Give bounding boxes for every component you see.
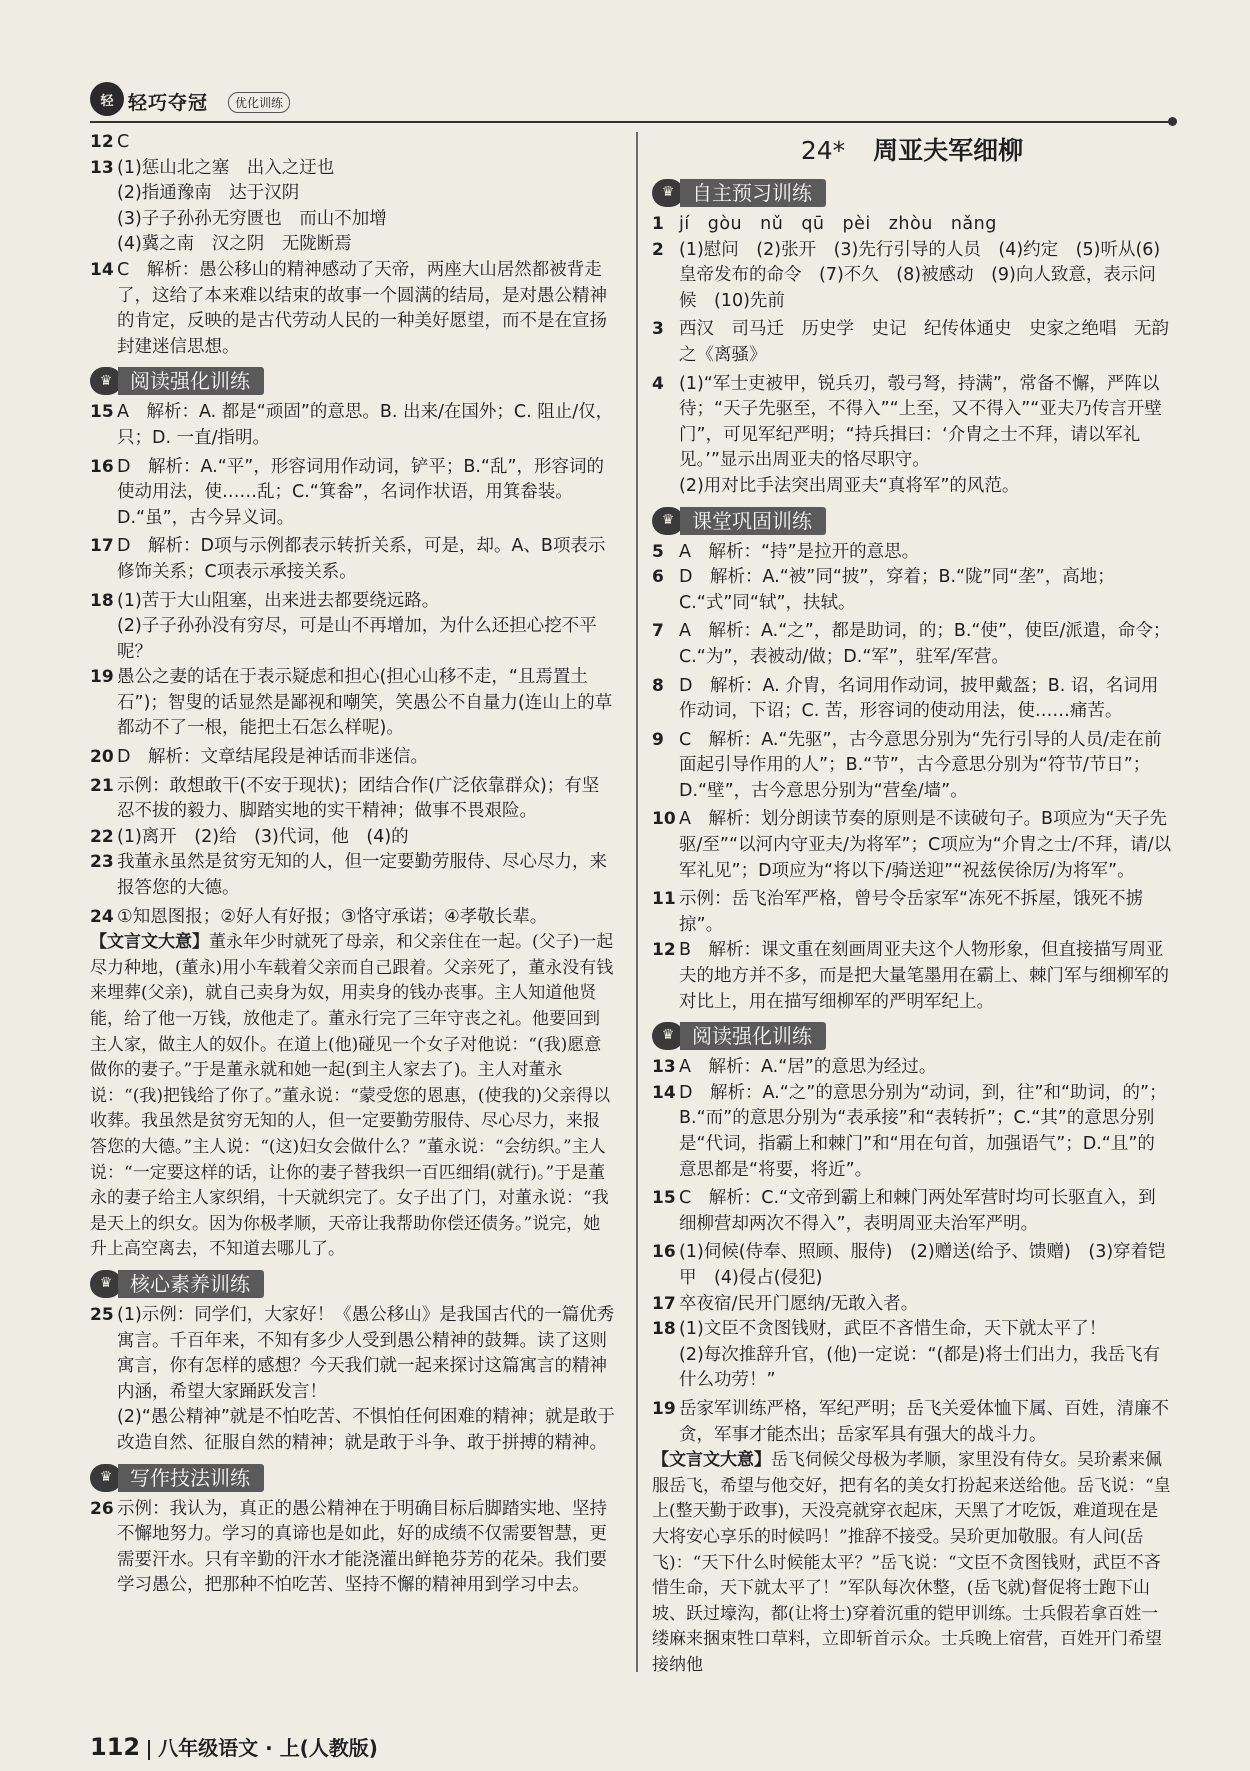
- answer-number: 7: [652, 621, 664, 642]
- classical-translation: [90, 930, 616, 1263]
- answer-text: C 解析：A.“先驱”，古今意思分别为“先行引导的人员/走在前面起引导作用的人”；B.“节”，古今意思分别为“符节/节日”；D.“壁”，古今意思分别为“营垒/墙”。: [679, 729, 1162, 801]
- answer-number: 17: [90, 536, 114, 557]
- header-rule: [90, 121, 1172, 123]
- answer-text: 示例：敢想敢干(不安于现状)；团结合作(广泛依靠群众)；有坚忍不拔的毅力、脚踏实地的实干精神；做事不畏艰险。: [117, 775, 600, 822]
- answer-number: 14: [652, 1082, 676, 1103]
- answer-text: A 解析：“持”是拉开的意思。: [679, 541, 920, 562]
- answer-text: A 解析：A. 都是“顽固”的意思。B. 出来/在国外；C. 阻止/仅，只；D. 一直/指明。: [117, 402, 614, 448]
- lesson-title: 周亚夫军细柳: [873, 136, 1024, 165]
- answer-14: [90, 258, 616, 360]
- answer-6: [652, 565, 1172, 616]
- answer-number: 10: [652, 809, 676, 830]
- answer-text: 我董永虽然是贫穷无知的人，但一定要勤劳服侍、尽心尽力，来报答您的大德。: [117, 852, 607, 899]
- translation-text: 董永年少时就死了母亲，和父亲住在一起。(父子)一起尽力种地，(董永)用小车载着父亲而自己跟着。父亲死了，董永没有钱来埋葬(父亲)，就自己卖身为奴，用卖身的钱办丧事。主人知道他贤能，给了他一万钱，放他走了。董永行完了三年守丧之礼。他要回到主人家，做主人的奴仆。在道上(他)碰见一个女子对他说：“(我)愿意做你的妻子。”于是董永就和她一起(到主人家去了)。主人对董永说：“(我)把钱给了你了。”董永说：“蒙受您的恩惠，(使我的)父亲得以收葬。我虽然是贫穷无知的人，但一定要勤劳服侍、尽心尽力，来报答您的大德。”主人说：“(这)妇女会做什么？”董永说：“会纺织。”主人说：“一定要这样的话，让你的妻子替我织一百匹细绢(就行)。”于是董永的妻子给主人家织绢，十天就织完了。女子出了门，对董永说：“我是天上的织女。因为你极孝顺，天帝让我帮助你偿还债务。”说完，她升上高空离去，不知道去哪儿了。: [90, 932, 614, 1260]
- answer-text: (1)慰问 (2)张开 (3)先行引导的人员 (4)约定 (5)听从(6)皇帝发布的命令 (7)不久 (8)被感动 (9)向人致意，表示问候 (10)先前: [679, 239, 1161, 311]
- answer-12: [652, 938, 1172, 1015]
- answer-text: 岳家军训练严格，军纪严明；岳飞关爱体恤下属、百姓，清廉不贪，军事才能杰出；岳家军具有强大的战斗力。: [679, 1398, 1169, 1445]
- answer-number: 24: [90, 906, 114, 927]
- answer-text: 示例：我认为，真正的愚公精神在于明确目标后脚踏实地、坚持不懈地努力。学习的真谛也是如此，好的成绩不仅需要智慧，更需要汗水。只有辛勤的汗水才能浇灌出鲜艳芬芳的花朵。我们要学习愚公，把那种不怕吃苦、坚持不懈的精神用到学习中去。: [117, 1498, 607, 1596]
- answer-line: (2)用对比手法突出周亚夫“真将军”的风范。: [679, 475, 1020, 496]
- answer-text: C 解析：C.“文帝到霸上和棘门两处军营时均可长驱直入，到细柳营却两次不得入”，表明周亚夫治军严明。: [679, 1188, 1156, 1234]
- answer-20: [90, 745, 616, 771]
- answer-number: 20: [90, 747, 114, 768]
- answer-text: 愚公之妻的话在于表示疑虑和担心(担心山移不走，“且焉置土石”)；智叟的话显然是鄙视和嘲笑，笑愚公不自量力(连山上的草都动不了一根，能把土石怎么样呢)。: [117, 667, 613, 739]
- answer-text: C: [117, 132, 130, 152]
- answer-number: 19: [90, 667, 114, 688]
- crown-icon: ♛: [652, 179, 684, 207]
- book-title: 八年级语文 · 上(人教版): [158, 1736, 378, 1760]
- answer-text: A 解析：A.“之”，都是助词，的；B.“使”，使臣/派遣，命令；C.“为”，表被动/做；D.“军”，驻军/军营。: [679, 621, 1171, 667]
- answer-15: [90, 400, 616, 451]
- answer-text: jí gòu nǔ qū pèi zhòu nǎng: [679, 214, 997, 234]
- crown-icon: ♛: [652, 507, 684, 535]
- answer-23: [90, 850, 616, 901]
- crown-icon: ♛: [90, 1270, 122, 1298]
- section-preview: [652, 178, 1172, 208]
- section-title: 自主预习训练: [680, 179, 826, 207]
- answer-text: C 解析：愚公移山的精神感动了天帝，两座大山居然都被背走了，这给了本来难以结束的故事一个圆满的结局，是对愚公精神的肯定，反映的是古代劳动人民的一种美好愿望，而不是在宣扬封建迷信思想。: [117, 259, 607, 357]
- left-column: [90, 130, 616, 1599]
- answer-number: 23: [90, 852, 114, 873]
- answer-text: D 解析：A. 介胄，名词用作动词，披甲戴盔；B. 诏，名词用作动词，下诏；C. 苦，形容词的使动用法，使……痛苦。: [679, 675, 1159, 722]
- crown-icon: ♛: [652, 1022, 684, 1050]
- answer-number: 17: [652, 1293, 676, 1314]
- answer-number: 18: [90, 590, 114, 611]
- answer-16: [652, 1240, 1172, 1291]
- answer-4: [652, 372, 1172, 500]
- answer-3: [652, 317, 1172, 368]
- translation-label: 【文言文大意】: [652, 1450, 771, 1471]
- answer-1: [652, 212, 1172, 238]
- answer-15: [652, 1186, 1172, 1237]
- answer-5: [652, 540, 1172, 566]
- answer-text: D 解析：D项与示例都表示转折关系，可是，却。A、B项表示修饰关系；C项表示承接关系。: [117, 536, 606, 582]
- brand-name: 轻巧夺冠: [128, 92, 209, 114]
- answer-number: 12: [652, 940, 676, 961]
- answer-text: 卒夜宿/民开门愿纳/无敢入者。: [679, 1293, 919, 1314]
- answer-line: (4)冀之南 汉之阴 无陇断焉: [117, 234, 352, 255]
- answer-2: [652, 238, 1172, 315]
- brand-logo-icon: 轻: [90, 82, 124, 116]
- section-writing: [90, 1463, 616, 1493]
- lesson-heading: [652, 130, 1172, 172]
- crown-icon: ♛: [90, 1464, 122, 1492]
- answer-8: [652, 674, 1172, 725]
- translation-label: 【文言文大意】: [90, 932, 209, 953]
- page-footer: [90, 1732, 378, 1761]
- page-number: 112: [90, 1733, 141, 1761]
- answer-14: [652, 1081, 1172, 1183]
- column-divider: [636, 132, 638, 1672]
- answer-number: 8: [652, 675, 664, 696]
- answer-line: (1)“军士吏被甲，锐兵刃，彀弓弩，持满”，常备不懈，严阵以待；“天子先驱至，不得入”“上至，又不得入”“亚夫乃传言开壁门”，可见军纪严明；“持兵揖曰：‘介胄之士不拜，请以军礼见。’”显示出周亚夫的恪尽职守。: [679, 373, 1162, 471]
- section-reading: [652, 1021, 1172, 1051]
- answer-number: 13: [652, 1057, 676, 1078]
- answer-text: B 解析：课文重在刻画周亚夫这个人物形象，但直接描写周亚夫的地方并不多，而是把大量笔墨用在霸上、棘门军与细柳军的对比上，用在描写细柳军的严明军纪上。: [679, 940, 1169, 1012]
- answer-number: 5: [652, 541, 664, 562]
- right-column: [652, 130, 1172, 1678]
- footer-separator: [148, 1740, 150, 1760]
- answer-line: (2)指通豫南 达于汉阴: [117, 183, 300, 204]
- section-title: 课堂巩固训练: [680, 507, 826, 535]
- page-header: [90, 82, 1170, 118]
- answer-text: D 解析：文章结尾段是神话而非迷信。: [117, 747, 428, 768]
- answer-9: [652, 728, 1172, 805]
- answer-24: [90, 905, 616, 931]
- answer-number: 18: [652, 1319, 676, 1340]
- answer-22: [90, 825, 616, 851]
- answer-text: ①知恩图报；②好人有好报；③恪守承诺；④孝敬长辈。: [117, 906, 548, 927]
- header-rule-dot: [1168, 117, 1177, 126]
- answer-number: 25: [90, 1304, 114, 1325]
- answer-text: D 解析：A.“之”的意思分别为“动词，到，往”和“助词，的”；B.“而”的意思分别为“表承接”和“表转折”；C.“其”的意思分别是“代词，指霸上和棘门”和“用在句首，加强语气”；D.“且”的意思都是“将要，将近”。: [679, 1082, 1167, 1180]
- answer-12: [90, 130, 616, 156]
- section-class: [652, 506, 1172, 536]
- answer-17: [652, 1292, 1172, 1318]
- answer-number: 19: [652, 1398, 676, 1419]
- answer-text: (1)离开 (2)给 (3)代词，他 (4)的: [117, 826, 409, 847]
- section-reading: [90, 366, 616, 396]
- answer-text: 示例：岳飞治军严格，曾号令岳家军“冻死不拆屋，饿死不掳掠”。: [679, 889, 1144, 935]
- answer-number: 6: [652, 567, 664, 588]
- answer-text: D 解析：A.“被”同“披”，穿着；B.“陇”同“垄”，高地；C.“式”同“轼”，扶轼。: [679, 567, 1115, 613]
- answer-number: 26: [90, 1498, 114, 1519]
- classical-translation: [652, 1448, 1172, 1678]
- answer-16: [90, 455, 616, 532]
- answer-21: [90, 774, 616, 825]
- section-core: [90, 1269, 616, 1299]
- answer-line: (2)“愚公精神”就是不怕吃苦、不惧怕任何困难的精神；就是敢于改造自然、征服自然的精神；就是敢于斗争、敢于拼搏的精神。: [117, 1407, 615, 1453]
- answer-18: [90, 589, 616, 666]
- answer-11: [652, 887, 1172, 938]
- translation-text: 岳飞伺候父母极为孝顺，家里没有侍女。吴玠素来佩服岳飞，希望与他交好，把有名的美女打扮起来送给他。岳飞说：“皇上(整天勤于政事)，天没亮就穿衣起床，天黑了才吃饭，难道现在是大将安心享乐的时候吗！”推辞不接受。吴玠更加敬服。有人问(岳飞)：“天下什么时候能太平？”岳飞说：“文臣不贪图钱财，武臣不吝惜生命，天下就太平了！”军队每次休整，(岳飞就)督促将士跑下山坡、跃过壕沟，都(让将士)穿着沉重的铠甲训练。士兵假若拿百姓一缕麻来捆束牲口草料，立即斩首示众。士兵晚上宿营，百姓开门希望接纳他: [652, 1450, 1171, 1675]
- answer-number: 4: [652, 373, 664, 394]
- answer-line: (2)每次推辞升官，(他)一定说：“(都是)将士们出力，我岳飞有什么功劳！”: [679, 1344, 1161, 1391]
- lesson-number: 24*: [800, 136, 846, 165]
- answer-17: [90, 534, 616, 585]
- answer-text: D 解析：A.“平”，形容词用作动词，铲平；B.“乱”，形容词的使动用法，使……乱；C.“箕畚”，名词作状语，用箕畚装。D.“虽”，古今异义词。: [117, 456, 605, 528]
- section-title: 核心素养训练: [118, 1270, 264, 1298]
- answer-number: 15: [652, 1188, 676, 1209]
- answer-19: [652, 1397, 1172, 1448]
- answer-text: 西汉 司马迁 历史学 史记 纪传体通史 史家之绝唱 无韵之《离骚》: [679, 319, 1169, 365]
- answer-number: 16: [652, 1242, 676, 1263]
- answer-line: (3)子子孙孙无穷匮也 而山不加增: [117, 208, 387, 229]
- answer-number: 16: [90, 456, 114, 477]
- answer-text: A 解析：A.“居”的意思为经过。: [679, 1057, 937, 1078]
- answer-line: (1)文臣不贪图钱财，武臣不吝惜生命，天下就太平了！: [679, 1319, 1107, 1340]
- answer-number: 15: [90, 402, 114, 423]
- answer-number: 12: [90, 132, 114, 152]
- section-title: 阅读强化训练: [680, 1022, 826, 1050]
- brand-subtitle: 优化训练: [228, 92, 290, 113]
- answer-number: 2: [652, 239, 664, 260]
- answer-line: (1)苦于大山阻塞，出来进去都要绕远路。: [117, 590, 440, 611]
- section-title: 写作技法训练: [118, 1464, 264, 1492]
- answer-number: 9: [652, 729, 664, 750]
- answer-text: (1)伺候(侍奉、照顾、服侍) (2)赠送(给予、馈赠) (3)穿着铠甲 (4)侵占(侵犯): [679, 1242, 1166, 1288]
- answer-18: [652, 1317, 1172, 1394]
- answer-number: 14: [90, 259, 114, 280]
- answer-number: 22: [90, 826, 114, 847]
- answer-25: [90, 1303, 616, 1457]
- answer-13: [90, 156, 616, 258]
- answer-10: [652, 807, 1172, 884]
- answer-number: 1: [652, 214, 665, 234]
- answer-13: [652, 1055, 1172, 1081]
- answer-26: [90, 1497, 616, 1599]
- crown-icon: ♛: [90, 367, 122, 395]
- answer-line: (1)惩山北之塞 出入之迂也: [117, 157, 335, 178]
- answer-19: [90, 665, 616, 742]
- answer-number: 11: [652, 889, 676, 910]
- answer-text: A 解析：划分朗读节奏的原则是不读破句子。B项应为“天子先驱/至”“以河内守亚夫/为将军”；C项应为“介胄之士/不拜，请/以军礼见”；D项应为“将以下/骑送迎”“祝兹侯徐厉/为将军”。: [679, 809, 1172, 881]
- answer-number: 3: [652, 319, 664, 340]
- answer-line: (1)示例：同学们，大家好！《愚公移山》是我国古代的一篇优秀寓言。千百年来，不知有多少人受到愚公精神的鼓舞。读了这则寓言，你有怎样的感想？今天我们就一起来探讨这篇寓言的精神内涵，希望大家踊跃发言！: [117, 1304, 615, 1402]
- answer-line: (2)子子孙孙没有穷尽，可是山不再增加，为什么还担心挖不平呢？: [117, 616, 597, 662]
- answer-number: 13: [90, 157, 114, 178]
- answer-7: [652, 619, 1172, 670]
- answer-number: 21: [90, 775, 114, 796]
- section-title: 阅读强化训练: [118, 367, 264, 395]
